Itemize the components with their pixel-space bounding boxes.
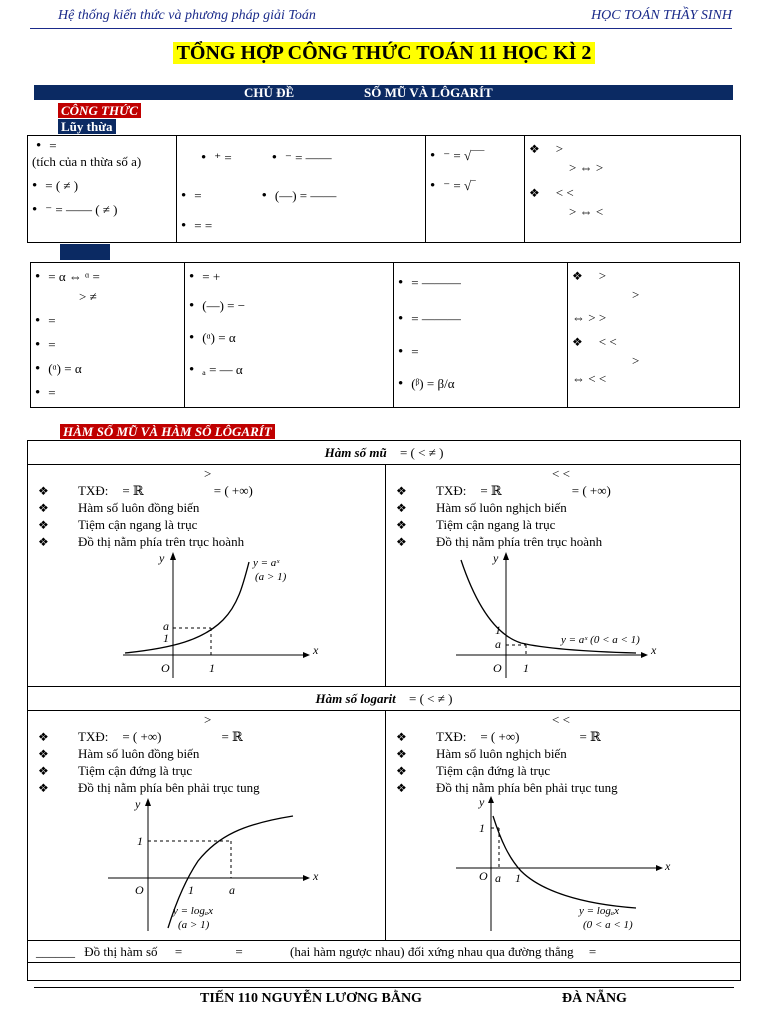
exp-left-item-2: ❖ Đồ thị nằm phía trên trục hoành — [38, 534, 245, 549]
exp-header-tail: = ( < ≠ ) — [399, 444, 444, 460]
exp-right-item-0: ❖ Hàm số luôn nghịch biến — [396, 500, 567, 515]
log-header-tail: = ( < ≠ ) — [408, 690, 453, 706]
exp-decreasing-graph — [451, 550, 681, 680]
exp-left-item-1-text: Tiệm cận ngang là trục — [78, 517, 198, 532]
log-left-cell — [28, 711, 386, 941]
exp-left-txd-domain: = ℝ — [122, 483, 144, 498]
log-decreasing-graph — [451, 796, 691, 936]
section1-sub-wrap — [58, 118, 116, 136]
powers-c4-1: > ⇔ > — [569, 160, 604, 175]
note-eq3: = — [588, 943, 597, 959]
y-label: y — [135, 797, 141, 811]
a-label: a — [229, 883, 235, 897]
powers-c4-3: > ⇔ < — [569, 204, 604, 219]
x-label: x — [651, 643, 657, 657]
exp-header-title: Hàm số mũ — [324, 444, 387, 460]
powers-c1-2: • = ( ≠ ) — [32, 174, 172, 198]
one-label-y: 1 — [163, 631, 169, 645]
one-label-x: 1 — [523, 661, 529, 675]
x-axis-arrow — [303, 652, 310, 658]
log-left-item-1: ❖ Tiệm cận đứng là trục — [38, 763, 193, 778]
section2-label: HÀM SỐ MŨ VÀ HÀM SỐ LÔGARÍT — [60, 424, 275, 439]
exp-right-item-1: ❖ Tiệm cận ngang là trục — [396, 517, 556, 532]
header-divider — [30, 28, 732, 29]
logs-c4-5: ⇔ < < — [572, 371, 607, 386]
powers-c3-1: • ⁻ = √‾ — [430, 174, 520, 198]
log-left-txd: ❖ TXĐ: = ( +∞) = ℝ — [38, 729, 243, 744]
powers-c2-2: • = — [181, 184, 202, 208]
log-header — [28, 687, 741, 711]
exp-right-item-2-text: Đồ thị nằm phía trên trục hoành — [436, 534, 603, 549]
logs-c3-0: • = ——— — [398, 265, 563, 301]
logs-c2-3-text: ₐ = — — [202, 362, 233, 377]
logs-c2-alpha: α — [235, 362, 243, 377]
log-graph-cond: (0 < a < 1) — [583, 919, 633, 931]
y-axis-arrow — [488, 796, 494, 803]
note-text1: Đồ thị hàm số — [84, 943, 158, 959]
exp-graph-cond: (a > 1) — [255, 571, 287, 583]
log-left-txd-range: = ℝ — [221, 729, 243, 744]
title-wrap — [0, 42, 768, 65]
log-right-item-2: ❖ Đồ thị nằm phía bên phải trục tung — [396, 780, 618, 795]
log-right-item-1-text: Tiệm cận đứng là trục — [436, 763, 551, 778]
logs-c2-0: • = + — [189, 265, 389, 289]
powers-col2 — [177, 136, 426, 243]
x-label: x — [313, 643, 319, 657]
logs-col3 — [394, 263, 568, 408]
log-left-item-0-text: Hàm số luôn đồng biến — [78, 746, 200, 761]
x-axis-arrow — [641, 652, 648, 658]
logs-c1-1: > ≠ — [79, 289, 97, 304]
powers-c1-3: • ⁻ = —— ( ≠ ) — [32, 198, 172, 222]
exp-curve — [125, 562, 249, 653]
logs-c4-3: ❖ < < — [572, 331, 735, 353]
logs-c3-3: • (ᵝ) = β/α — [398, 367, 563, 401]
powers-c3-0: • ⁻ = √‾‾‾ — [430, 138, 520, 174]
header-right: HỌC TOÁN THẦY SINH — [591, 8, 732, 23]
log-graph-label: y = logₐx — [579, 905, 619, 917]
logs-c4-4: > — [632, 353, 640, 368]
powers-c2-4: • = = — [181, 214, 421, 238]
exp-right-item-2: ❖ Đồ thị nằm phía trên trục hoành — [396, 534, 603, 549]
logs-c3-1: • = ——— — [398, 301, 563, 337]
logs-col2 — [185, 263, 394, 408]
log-right-txd: ❖ TXĐ: = ( +∞) = ℝ — [396, 729, 601, 744]
exp-left-txd-range: = ( +∞) — [213, 483, 253, 498]
note-text2: (hai hàm ngược nhau) đối xứng nhau qua đường thẳng — [290, 943, 574, 959]
powers-c4-0: ❖ > — [529, 138, 736, 160]
section1-label: CÔNG THỨC — [58, 103, 141, 118]
log-right-cond: < < — [552, 712, 570, 727]
powers-col4 — [525, 136, 741, 243]
note-eq1: = — [174, 943, 183, 959]
topic-prefix: CHỦ ĐỀ — [244, 85, 295, 100]
a-label: a — [495, 637, 501, 651]
exp-graph-label: y = aˣ — [253, 557, 280, 569]
logs-c3-2: • = — [398, 337, 563, 367]
logs-c3-alpha: α — [447, 376, 455, 391]
x-label: x — [313, 869, 319, 883]
one-label-x: 1 — [188, 883, 194, 897]
exp-right-txd-range: = ( +∞) — [571, 483, 611, 498]
powers-c2-1: • ⁻ = —— — [272, 146, 332, 170]
log-increasing-graph — [103, 796, 343, 936]
footer-left: TIẾN 110 NGUYỄN LƯƠNG BẰNG — [200, 991, 422, 1006]
logs-c1-0: • = α ⇔ ᵅ = — [35, 265, 180, 289]
log-header-title: Hàm số logarit — [315, 690, 396, 706]
one-label-x: 1 — [209, 661, 215, 675]
log-left-item-1-text: Tiệm cận đứng là trục — [78, 763, 193, 778]
header-left: Hệ thống kiến thức và phương pháp giải Toán — [58, 8, 316, 23]
x-axis-arrow — [303, 875, 310, 881]
one-label-y: 1 — [479, 821, 485, 835]
exp-left-item-0-text: Hàm số luôn đồng biến — [78, 500, 200, 515]
logs-c1-4: • (ᵅ) = α — [35, 357, 180, 381]
logs-c4-2: ⇔ > > — [572, 310, 607, 325]
a-label: a — [163, 619, 169, 633]
logs-col4 — [568, 263, 740, 408]
origin-label: O — [135, 883, 144, 897]
logs-c3-beta: β — [437, 376, 445, 391]
exp-right-cond: < < — [552, 466, 570, 481]
logs-c2-2: • (ᵅ) = α — [189, 323, 389, 353]
exp-increasing-graph — [113, 550, 333, 680]
logs-table — [30, 262, 740, 408]
powers-c1-0: • = — [32, 138, 172, 154]
exp-right-txd-label: TXĐ: — [436, 483, 467, 498]
exp-right-txd: ❖ TXĐ: = ℝ = ( +∞) — [396, 483, 611, 498]
logs-c1-3: • = — [35, 333, 180, 357]
exp-right-txd-domain: = ℝ — [480, 483, 502, 498]
exp-left-item-2-text: Đồ thị nằm phía trên trục hoành — [78, 534, 245, 549]
log-right-txd-domain: = ( +∞) — [480, 729, 520, 744]
log-left-item-0: ❖ Hàm số luôn đồng biến — [38, 746, 200, 761]
log-right-item-1: ❖ Tiệm cận đứng là trục — [396, 763, 551, 778]
log-right-item-2-text: Đồ thị nằm phía bên phải trục tung — [436, 780, 618, 795]
section2-label-wrap — [60, 423, 275, 441]
logs-c2-3 — [189, 353, 389, 387]
exp-right-item-0-text: Hàm số luôn nghịch biến — [436, 500, 567, 515]
powers-c2-3: • (—) = —— — [262, 184, 337, 208]
powers-table — [27, 135, 741, 243]
logs-c2-1: • (—) = − — [189, 289, 389, 323]
exp-graph-label: y = aˣ (0 < a < 1) — [561, 634, 640, 646]
exp-header — [28, 441, 741, 465]
log-graph-cond: (a > 1) — [178, 919, 210, 931]
y-axis-arrow — [170, 552, 176, 560]
footer-right: ĐÀ NẴNG — [562, 991, 627, 1006]
empty-row — [28, 963, 741, 981]
topic-name: SỐ MŨ VÀ LÔGARÍT — [364, 85, 493, 100]
log-right-txd-range: = ℝ — [579, 729, 601, 744]
logs-col1 — [31, 263, 185, 408]
exp-left-cond: > — [204, 466, 212, 481]
log-right-txd-label: TXĐ: — [436, 729, 467, 744]
powers-col3 — [426, 136, 525, 243]
log-left-txd-label: TXĐ: — [78, 729, 109, 744]
log-curve — [493, 816, 636, 908]
one-label-x: 1 — [515, 871, 521, 885]
log-right-cell — [386, 711, 741, 941]
note-row — [28, 941, 741, 963]
exp-left-txd: ❖ TXĐ: = ℝ = ( +∞) — [38, 483, 253, 498]
footer-divider — [34, 987, 734, 988]
log-left-cond: > — [204, 712, 212, 727]
one-label-y: 1 — [495, 623, 501, 637]
origin-label: O — [493, 661, 502, 675]
log-left-item-2: ❖ Đồ thị nằm phía bên phải trục tung — [38, 780, 260, 795]
a-label: a — [495, 871, 501, 885]
origin-label: O — [161, 661, 170, 675]
powers-col1 — [28, 136, 177, 243]
exp-left-txd-label: TXĐ: — [78, 483, 109, 498]
powers-c4-2: ❖ < < — [529, 182, 736, 204]
log-right-item-0: ❖ Hàm số luôn nghịch biến — [396, 746, 567, 761]
log-left-txd-domain: = ( +∞) — [122, 729, 162, 744]
exp-left-item-0: ❖ Hàm số luôn đồng biến — [38, 500, 200, 515]
log-label-bar — [60, 244, 110, 260]
log-graph-label: y = logₐx — [173, 905, 213, 917]
logs-c3-3-text: (ᵝ) = — [411, 376, 435, 391]
y-label: y — [159, 551, 165, 565]
logs-c4-0: ❖ > — [572, 265, 735, 287]
powers-c2-0: • ⁺ = — [181, 146, 232, 170]
section1-sublabel: Lũy thừa — [58, 119, 116, 134]
powers-c1-1: (tích của n thừa số a) — [32, 154, 142, 169]
log-right-item-0-text: Hàm số luôn nghịch biến — [436, 746, 567, 761]
log-left-item-2-text: Đồ thị nằm phía bên phải trục tung — [78, 780, 260, 795]
logs-c1-5: • = — [35, 381, 180, 405]
x-axis-arrow — [656, 865, 663, 871]
x-label: x — [665, 859, 671, 873]
origin-label: O — [479, 869, 488, 883]
y-axis-arrow — [145, 798, 151, 806]
page-title: TỔNG HỢP CÔNG THỨC TOÁN 11 HỌC KÌ 2 — [173, 42, 596, 64]
y-label: y — [493, 551, 499, 565]
note-eq2: = — [235, 943, 243, 959]
note-blank: ______ — [36, 943, 75, 959]
one-label-y: 1 — [137, 834, 143, 848]
logs-c1-2: • = — [35, 309, 180, 333]
exp-left-item-1: ❖ Tiệm cận ngang là trục — [38, 517, 198, 532]
topic-bar — [34, 85, 733, 100]
exp-right-item-1-text: Tiệm cận ngang là trục — [436, 517, 556, 532]
logs-c4-1: > — [632, 287, 640, 302]
exp-left-cell — [28, 465, 386, 687]
y-label: y — [479, 796, 485, 809]
exp-right-cell — [386, 465, 741, 687]
functions-table — [27, 440, 741, 981]
y-axis-arrow — [503, 552, 509, 560]
